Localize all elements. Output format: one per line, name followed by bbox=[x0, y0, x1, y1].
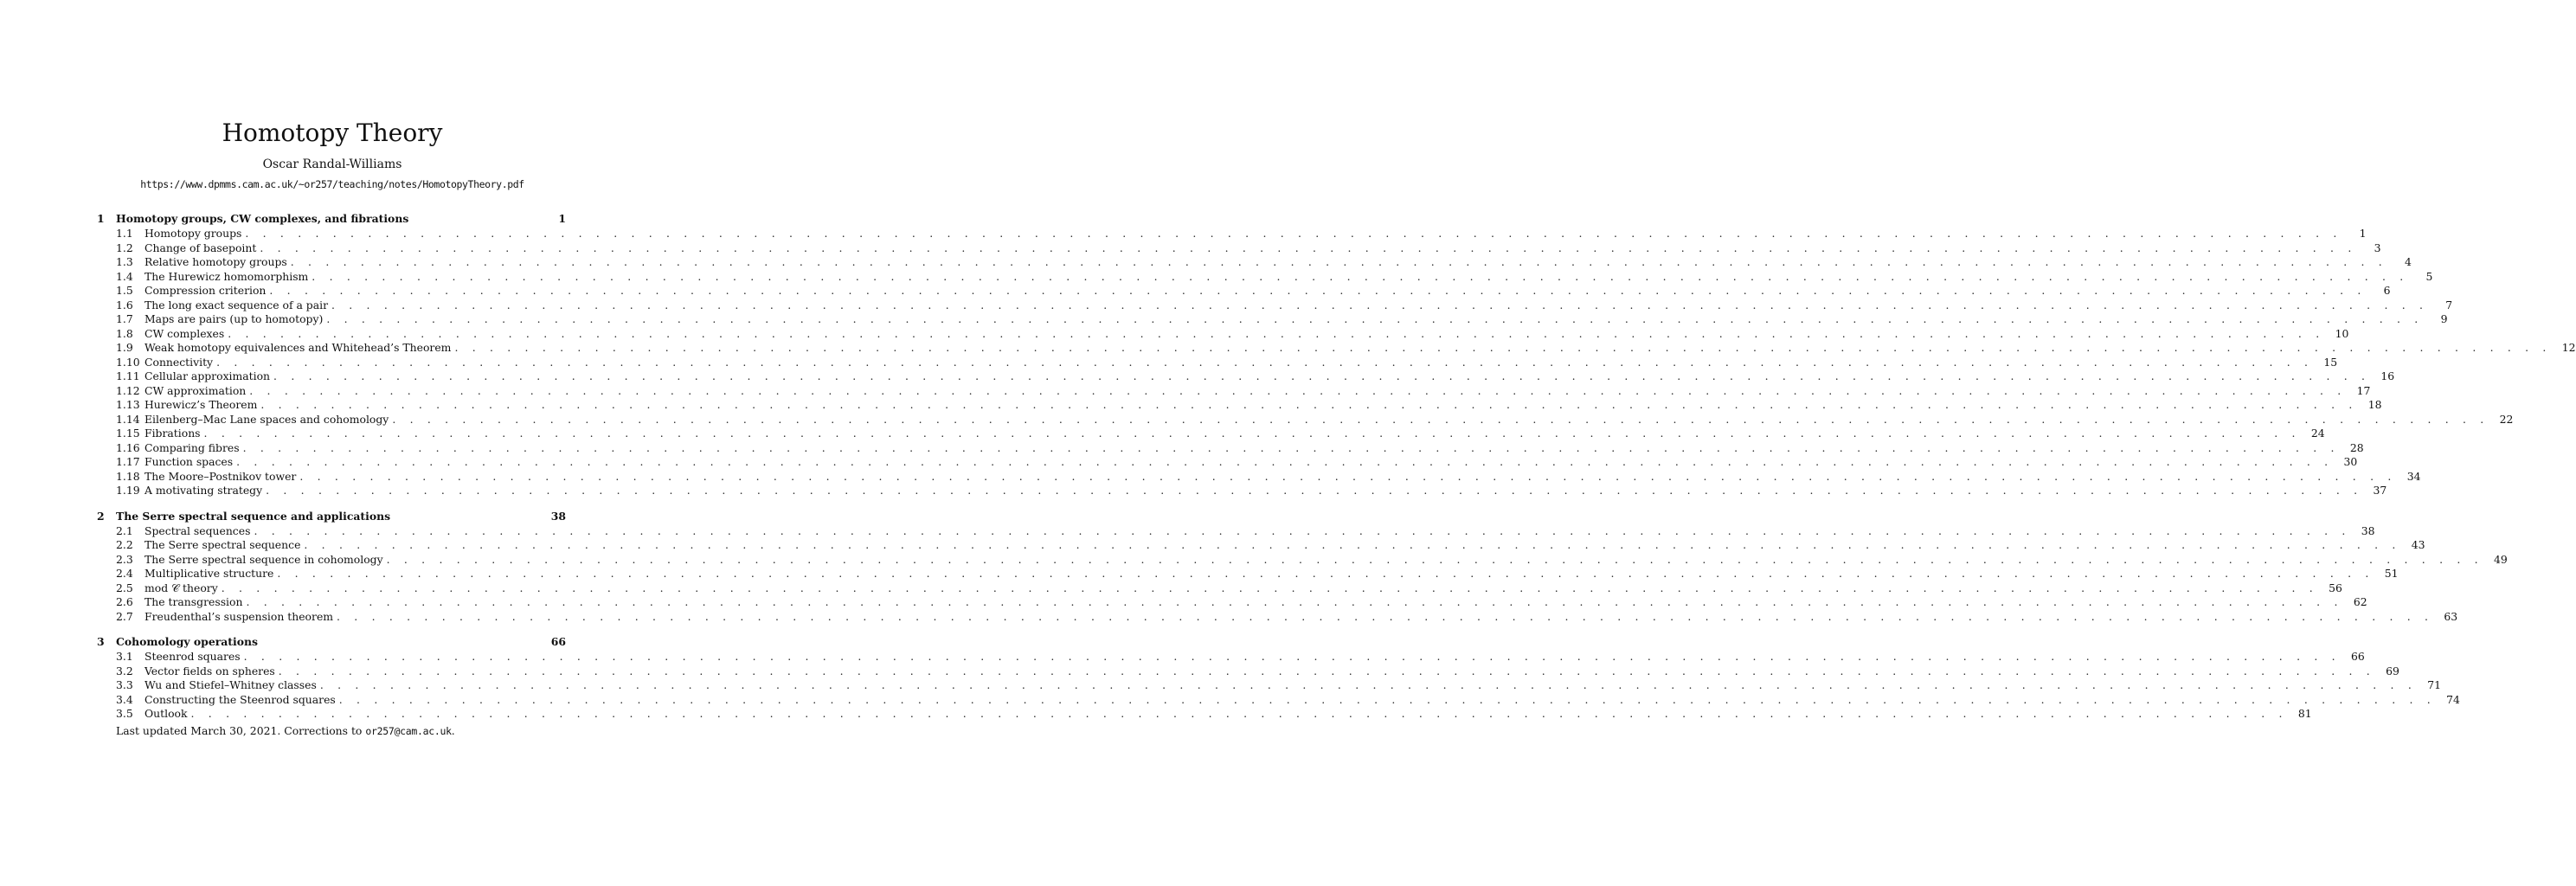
dot-leader: . . . . . . . . . . . . . . . . . . . . . . . . . . . . . . . . . . . . . . . . . . . . . . . . . . . . . . . . . . . . . . . . . . . . . . . . . . . . . . . . . . . . . . . . . . . . . . . . . . . . . . . . . . . . . . . . . . . . . . . . bbox=[243, 650, 2341, 663]
toc-entry[interactable] bbox=[116, 595, 2367, 610]
toc-entry-title: Weak homotopy equivalences and Whitehead’s Theorem bbox=[145, 341, 452, 354]
dot-leader: . . . . . . . . . . . . . . . . . . . . . . . . . . . . . . . . . . . . . . . . . . . . . . . . . . . . . . . . . . . . . . . . . . . . . . . . . . . . . . . . . . . . . . . . . . . . . . . . . . . . . . . . . . . . . . . . . . . . . . . . bbox=[260, 398, 2358, 411]
dot-leader: . . . . . . . . . . . . . . . . . . . . . . . . . . . . . . . . . . . . . . . . . . . . . . . . . . . . . . . . . . . . . . . . . . . . . . . . . . . . . . . . . . . . . . . . . . . . . . . . . . . . . . . . . . . . . . . . . . . . . . . . bbox=[269, 284, 2367, 297]
toc-entry-page: 24 bbox=[2310, 427, 2325, 440]
toc-entry-title: CW complexes bbox=[145, 326, 225, 340]
toc-section-page: 1 bbox=[558, 212, 566, 225]
dot-leader: . . . . . . . . . . . . . . . . . . . . . . . . . . . . . . . . . . . . . . . . . . . . . . . . . . . . . . . . . . . . . . . . . . . . . . . . . . . . . . . . . . . . . . . . . . . . . . . . . . . . . . . . . . . . . . . . . . . . . . . . bbox=[392, 412, 2489, 426]
toc-entry-number: 2.3 bbox=[116, 552, 133, 566]
toc-section-title: The Serre spectral sequence and applications bbox=[116, 509, 391, 523]
toc-entry-number: 3.4 bbox=[116, 692, 133, 706]
toc-entry-title: Constructing the Steenrod squares bbox=[145, 692, 336, 706]
toc-entry[interactable] bbox=[116, 650, 2365, 664]
toc-section-heading[interactable] bbox=[97, 211, 566, 227]
toc-entry-title: Hurewicz’s Theorem bbox=[145, 398, 258, 411]
toc-entry[interactable] bbox=[116, 678, 2441, 693]
dot-leader: . . . . . . . . . . . . . . . . . . . . . . . . . . . . . . . . . . . . . . . . . . . . . . . . . . . . . . . . . . . . . . . . . . . . . . . . . . . . . . . . . . . . . . . . . . . . . . . . . . . . . . . . . . . . . . . . . . . . . . . . bbox=[203, 427, 2301, 440]
toc-entry[interactable] bbox=[116, 552, 2508, 568]
toc-entry-number: 1.1 bbox=[116, 227, 133, 240]
dot-leader: . . . . . . . . . . . . . . . . . . . . . . . . . . . . . . . . . . . . . . . . . . . . . . . . . . . . . . . . . . . . . . . . . . . . . . . . . . . . . . . . . . . . . . . . . . . . . . . . . . . . . . . . . . . . . . . . . . . . . . . . bbox=[312, 269, 2409, 283]
dot-leader: . . . . . . . . . . . . . . . . . . . . . . . . . . . . . . . . . . . . . . . . . . . . . . . . . . . . . . . . . . . . . . . . . . . . . . . . . . . . . . . . . . . . . . . . . . . . . . . . . . . . . . . . . . . . . . . . . . . . . . . . bbox=[221, 581, 2318, 594]
dot-leader: . . . . . . . . . . . . . . . . . . . . . . . . . . . . . . . . . . . . . . . . . . . . . . . . . . . . . . . . . . . . . . . . . . . . . . . . . . . . . . . . . . . . . . . . . . . . . . . . . . . . . . . . . . . . . . . . . . . . . . . . bbox=[290, 255, 2387, 268]
toc-entry-number: 1.12 bbox=[116, 383, 140, 397]
toc-entry[interactable] bbox=[116, 707, 2312, 722]
toc-entry-title: Maps are pairs (up to homotopy) bbox=[145, 312, 324, 325]
toc-section-number: 3 bbox=[97, 635, 105, 648]
dot-leader: . . . . . . . . . . . . . . . . . . . . . . . . . . . . . . . . . . . . . . . . . . . . . . . . . . . . . . . . . . . . . . . . . . . . . . . . . . . . . . . . . . . . . . . . . . . . . . . . . . . . . . . . . . . . . . . . . . . . . . . . bbox=[338, 692, 2436, 706]
dot-leader: . . . . . . . . . . . . . . . . . . . . . . . . . . . . . . . . . . . . . . . . . . . . . . . . . . . . . . . . . . . . . . . . . . . . . . . . . . . . . . . . . . . . . . . . . . . . . . . . . . . . . . . . . . . . . . . . . . . . . . . . bbox=[260, 241, 2357, 254]
dot-leader: . . . . . . . . . . . . . . . . . . . . . . . . . . . . . . . . . . . . . . . . . . . . . . . . . . . . . . . . . . . . . . . . . . . . . . . . . . . . . . . . . . . . . . . . . . . . . . . . . . . . . . . . . . . . . . . . . . . . . . . . bbox=[249, 383, 2347, 397]
toc-entry[interactable] bbox=[116, 538, 2425, 553]
toc-entry-page: 43 bbox=[2411, 538, 2425, 551]
dot-leader: . . . . . . . . . . . . . . . . . . . . . . . . . . . . . . . . . . . . . . . . . . . . . . . . . . . . . . . . . . . . . . . . . . . . . . . . . . . . . . . . . . . . . . . . . . . . . . . . . . . . . . . . . . . . . . . . . . . . . . . . bbox=[326, 312, 2424, 325]
dot-leader: . . . . . . . . . . . . . . . . . . . . . . . . . . . . . . . . . . . . . . . . . . . . . . . . . . . . . . . . . . . . . . . . . . . . . . . . . . . . . . . . . . . . . . . . . . . . . . . . . . . . . . . . . . . . . . . . . . . . . . . . bbox=[337, 609, 2434, 623]
toc-section-number: 1 bbox=[97, 212, 105, 225]
toc-entry[interactable] bbox=[116, 692, 2460, 708]
toc-entry-title: Spectral sequences bbox=[145, 523, 251, 537]
dot-leader: . . . . . . . . . . . . . . . . . . . . . . . . . . . . . . . . . . . . . . . . . . . . . . . . . . . . . . . . . . . . . . . . . . . . . . . . . . . . . . . . . . . . . . . . . . . . . . . . . . . . . . . . . . . . . . . . . . . . . . . . bbox=[228, 326, 2325, 340]
toc-entry-title: Comparing fibres bbox=[145, 440, 240, 454]
footer-email[interactable]: or257@cam.ac.uk bbox=[365, 725, 452, 737]
toc-entry-number: 1.14 bbox=[116, 412, 140, 426]
toc-entry-number: 1.4 bbox=[116, 269, 133, 283]
toc-entry-page: 30 bbox=[2343, 455, 2358, 468]
dot-leader: . . . . . . . . . . . . . . . . . . . . . . . . . . . . . . . . . . . . . . . . . . . . . . . . . . . . . . . . . . . . . . . . . . . . . . . . . . . . . . . . . . . . . . . . . . . . . . . . . . . . . . . . . . . . . . . . . . . . . . . . bbox=[246, 595, 2343, 608]
toc-entry[interactable] bbox=[116, 341, 2576, 356]
toc-entry[interactable] bbox=[116, 312, 2448, 327]
toc-entry-page: 16 bbox=[2380, 369, 2395, 382]
toc-entry-title: Compression criterion bbox=[145, 284, 267, 297]
dot-leader: . . . . . . . . . . . . . . . . . . . . . . . . . . . . . . . . . . . . . . . . . . . . . . . . . . . . . . . . . . . . . . . . . . . . . . . . . . . . . . . . . . . . . . . . . . . . . . . . . . . . . . . . . . . . . . . . . . . . . . . . bbox=[254, 523, 2351, 537]
toc-entry-page: 56 bbox=[2329, 581, 2342, 594]
toc-entry[interactable] bbox=[116, 241, 2381, 256]
dot-leader: . . . . . . . . . . . . . . . . . . . . . . . . . . . . . . . . . . . . . . . . . . . . . . . . . . . . . . . . . . . . . . . . . . . . . . . . . . . . . . . . . . . . . . . . . . . . . . . . . . . . . . . . . . . . . . . . . . . . . . . . bbox=[242, 440, 2340, 454]
toc-entry-number: 1.3 bbox=[116, 255, 133, 268]
toc-entry-page: 74 bbox=[2446, 692, 2460, 706]
toc-entry-title: Outlook bbox=[145, 707, 188, 720]
toc-entry-page: 15 bbox=[2323, 355, 2338, 369]
toc-entry-number: 2.2 bbox=[116, 538, 133, 551]
toc-entry-title: Homotopy groups bbox=[145, 227, 242, 240]
footer-text: Last updated March 30, 2021. Corrections to bbox=[116, 724, 366, 737]
toc-entry-number: 1.10 bbox=[116, 355, 140, 369]
dot-leader: . . . . . . . . . . . . . . . . . . . . . . . . . . . . . . . . . . . . . . . . . . . . . . . . . . . . . . . . . . . . . . . . . . . . . . . . . . . . . . . . . . . . . . . . . . . . . . . . . . . . . . . . . . . . . . . . . . . . . . . . bbox=[216, 355, 2314, 369]
toc-section-page: 38 bbox=[550, 509, 566, 523]
toc-entry-page: 22 bbox=[2499, 412, 2514, 426]
toc-entry[interactable] bbox=[116, 427, 2325, 441]
toc-entry-number: 1.5 bbox=[116, 284, 133, 297]
toc-entry-title: Connectivity bbox=[145, 355, 214, 369]
toc-section bbox=[97, 211, 2576, 498]
footer-note bbox=[116, 723, 455, 739]
toc-entry[interactable] bbox=[116, 355, 2338, 370]
toc-entry[interactable] bbox=[116, 469, 2421, 485]
toc-entry-number: 1.17 bbox=[116, 455, 140, 468]
toc-entry-title: Eilenberg–Mac Lane spaces and cohomology bbox=[145, 412, 389, 426]
toc-entry-title: Wu and Stiefel–Whitney classes bbox=[145, 678, 317, 691]
toc-entry[interactable] bbox=[116, 326, 2349, 342]
toc-entry[interactable] bbox=[116, 664, 2399, 679]
toc-entry-page: 17 bbox=[2356, 383, 2371, 397]
toc-entry-number: 1.2 bbox=[116, 241, 133, 254]
toc-entry[interactable] bbox=[116, 455, 2358, 470]
footer-text-end: . bbox=[451, 724, 455, 737]
dot-leader: . . . . . . . . . . . . . . . . . . . . . . . . . . . . . . . . . . . . . . . . . . . . . . . . . . . . . . . . . . . . . . . . . . . . . . . . . . . . . . . . . . . . . . . . . . . . . . . . . . . . . . . . . . . . . . . . . . . . . . . . bbox=[236, 455, 2334, 468]
toc-entry-page: 69 bbox=[2386, 664, 2399, 677]
toc-entry-page: 66 bbox=[2351, 650, 2365, 663]
toc-entry-title: Fibrations bbox=[145, 427, 201, 440]
toc-entry[interactable] bbox=[116, 255, 2412, 270]
document-title: Homotopy Theory bbox=[222, 119, 443, 147]
toc-entry-number: 3.2 bbox=[116, 664, 133, 677]
dot-leader: . . . . . . . . . . . . . . . . . . . . . . . . . . . . . . . . . . . . . . . . . . . . . . . . . . . . . . . . . . . . . . . . . . . . . . . . . . . . . . . . . . . . . . . . . . . . . . . . . . . . . . . . . . . . . . . . . . . . . . . . bbox=[277, 567, 2374, 580]
toc-section-page: 66 bbox=[550, 635, 566, 648]
dot-leader: . . . . . . . . . . . . . . . . . . . . . . . . . . . . . . . . . . . . . . . . . . . . . . . . . . . . . . . . . . . . . . . . . . . . . . . . . . . . . . . . . . . . . . . . . . . . . . . . . . . . . . . . . . . . . . . . . . . . . . . . bbox=[299, 469, 2397, 483]
toc-entry-number: 1.9 bbox=[116, 341, 133, 354]
toc-entry-title: Relative homotopy groups bbox=[145, 255, 287, 268]
toc-entry[interactable] bbox=[116, 567, 2399, 581]
toc-entry-number: 2.7 bbox=[116, 609, 133, 623]
dot-leader: . . . . . . . . . . . . . . . . . . . . . . . . . . . . . . . . . . . . . . . . . . . . . . . . . . . . . . . . . . . . . . . . . . . . . . . . . . . . . . . . . . . . . . . . . . . . . . . . . . . . . . . . . . . . . . . . . . . . . . . . bbox=[190, 707, 2288, 720]
toc-entry-title: The Serre spectral sequence in cohomology bbox=[145, 552, 383, 566]
toc-entry-page: 38 bbox=[2361, 523, 2375, 537]
toc-entry[interactable] bbox=[116, 581, 2342, 596]
toc-entry[interactable] bbox=[116, 398, 2382, 413]
toc-entry-page: 34 bbox=[2406, 469, 2421, 483]
toc-entry-title: The Serre spectral sequence bbox=[145, 538, 301, 551]
toc-entry-number: 1.7 bbox=[116, 312, 133, 325]
toc-entry[interactable] bbox=[116, 269, 2433, 285]
toc-entry-number: 3.1 bbox=[116, 650, 133, 663]
toc-entry-title: Multiplicative structure bbox=[145, 567, 274, 580]
dot-leader: . . . . . . . . . . . . . . . . . . . . . . . . . . . . . . . . . . . . . . . . . . . . . . . . . . . . . . . . . . . . . . . . . . . . . . . . . . . . . . . . . . . . . . . . . . . . . . . . . . . . . . . . . . . . . . . . . . . . . . . . bbox=[245, 227, 2342, 240]
toc-entry-number: 3.3 bbox=[116, 678, 133, 691]
toc-entry-title: mod 𝒞 theory bbox=[145, 581, 218, 594]
toc-entry-number: 1.15 bbox=[116, 427, 140, 440]
toc-section-heading[interactable] bbox=[97, 509, 566, 524]
toc-entry-title: Change of basepoint bbox=[145, 241, 257, 254]
toc-section-title: Cohomology operations bbox=[116, 635, 258, 648]
document-author: Oscar Randal-Williams bbox=[262, 157, 402, 171]
toc-entry-page: 51 bbox=[2384, 567, 2399, 580]
toc-entry-page: 81 bbox=[2297, 707, 2312, 720]
toc-entry[interactable] bbox=[116, 523, 2375, 539]
toc-entry-page: 63 bbox=[2444, 609, 2458, 623]
toc-entry-title: The Moore–Postnikov tower bbox=[145, 469, 297, 483]
toc-entry-title: The long exact sequence of a pair bbox=[145, 298, 328, 311]
toc-entry-page: 7 bbox=[2445, 298, 2453, 311]
toc-entry-number: 2.4 bbox=[116, 567, 133, 580]
toc-entry-page: 6 bbox=[2383, 284, 2391, 297]
toc-entry-page: 18 bbox=[2367, 398, 2382, 411]
toc-entry-title: CW approximation bbox=[145, 383, 247, 397]
toc-entry-page: 3 bbox=[2374, 241, 2381, 254]
dot-leader: . . . . . . . . . . . . . . . . . . . . . . . . . . . . . . . . . . . . . . . . . . . . . . . . . . . . . . . . . . . . . . . . . . . . . . . . . . . . . . . . . . . . . . . . . . . . . . . . . . . . . . . . . . . . . . . . . . . . . . . . bbox=[454, 341, 2552, 354]
toc-section bbox=[97, 509, 2508, 625]
toc-entry-page: 37 bbox=[2373, 484, 2387, 497]
toc-entry-page: 62 bbox=[2353, 595, 2367, 608]
document-url[interactable]: https://www.dpmms.cam.ac.uk/~or257/teaching/notes/HomotopyTheory.pdf bbox=[140, 178, 524, 190]
toc-entry-number: 1.18 bbox=[116, 469, 140, 483]
toc-entry-title: A motivating strategy bbox=[145, 484, 263, 497]
toc-section-title: Homotopy groups, CW complexes, and fibrations bbox=[116, 212, 409, 225]
toc-entry-page: 10 bbox=[2335, 326, 2349, 340]
toc-entry[interactable] bbox=[116, 484, 2387, 498]
dot-leader: . . . . . . . . . . . . . . . . . . . . . . . . . . . . . . . . . . . . . . . . . . . . . . . . . . . . . . . . . . . . . . . . . . . . . . . . . . . . . . . . . . . . . . . . . . . . . . . . . . . . . . . . . . . . . . . . . . . . . . . . bbox=[386, 552, 2483, 566]
toc-entry-number: 2.5 bbox=[116, 581, 133, 594]
dot-leader: . . . . . . . . . . . . . . . . . . . . . . . . . . . . . . . . . . . . . . . . . . . . . . . . . . . . . . . . . . . . . . . . . . . . . . . . . . . . . . . . . . . . . . . . . . . . . . . . . . . . . . . . . . . . . . . . . . . . . . . . bbox=[278, 664, 2375, 677]
toc-section-number: 2 bbox=[97, 509, 105, 523]
toc-entry[interactable] bbox=[116, 609, 2458, 625]
toc-entry-number: 1.16 bbox=[116, 440, 140, 454]
toc-section-heading[interactable] bbox=[97, 634, 566, 650]
toc-entry-page: 28 bbox=[2349, 440, 2364, 454]
table-of-contents bbox=[97, 211, 2576, 732]
toc-entry-page: 9 bbox=[2440, 312, 2448, 325]
dot-leader: . . . . . . . . . . . . . . . . . . . . . . . . . . . . . . . . . . . . . . . . . . . . . . . . . . . . . . . . . . . . . . . . . . . . . . . . . . . . . . . . . . . . . . . . . . . . . . . . . . . . . . . . . . . . . . . . . . . . . . . . bbox=[266, 484, 2363, 497]
toc-entry-title: Freudenthal’s suspension theorem bbox=[145, 609, 334, 623]
toc-entry[interactable] bbox=[116, 383, 2371, 399]
toc-entry-number: 2.6 bbox=[116, 595, 133, 608]
toc-entry-title: The transgression bbox=[145, 595, 243, 608]
toc-entry-page: 4 bbox=[2405, 255, 2412, 268]
dot-leader: . . . . . . . . . . . . . . . . . . . . . . . . . . . . . . . . . . . . . . . . . . . . . . . . . . . . . . . . . . . . . . . . . . . . . . . . . . . . . . . . . . . . . . . . . . . . . . . . . . . . . . . . . . . . . . . . . . . . . . . . bbox=[331, 298, 2429, 311]
toc-entry-number: 2.1 bbox=[116, 523, 133, 537]
dot-leader: . . . . . . . . . . . . . . . . . . . . . . . . . . . . . . . . . . . . . . . . . . . . . . . . . . . . . . . . . . . . . . . . . . . . . . . . . . . . . . . . . . . . . . . . . . . . . . . . . . . . . . . . . . . . . . . . . . . . . . . . bbox=[304, 538, 2401, 551]
toc-entry-number: 1.6 bbox=[116, 298, 133, 311]
toc-entry-title: Vector fields on spheres bbox=[145, 664, 275, 677]
dot-leader: . . . . . . . . . . . . . . . . . . . . . . . . . . . . . . . . . . . . . . . . . . . . . . . . . . . . . . . . . . . . . . . . . . . . . . . . . . . . . . . . . . . . . . . . . . . . . . . . . . . . . . . . . . . . . . . . . . . . . . . . bbox=[273, 369, 2371, 382]
toc-entry-page: 49 bbox=[2493, 552, 2508, 566]
toc-entry-title: Steenrod squares bbox=[145, 650, 241, 663]
toc-entry-title: The Hurewicz homomorphism bbox=[145, 269, 309, 283]
toc-entry-number: 3.5 bbox=[116, 707, 133, 720]
toc-entry-page: 1 bbox=[2359, 227, 2367, 240]
dot-leader: . . . . . . . . . . . . . . . . . . . . . . . . . . . . . . . . . . . . . . . . . . . . . . . . . . . . . . . . . . . . . . . . . . . . . . . . . . . . . . . . . . . . . . . . . . . . . . . . . . . . . . . . . . . . . . . . . . . . . . . . bbox=[319, 678, 2417, 691]
toc-entry-number: 1.8 bbox=[116, 326, 133, 340]
toc-entry-page: 5 bbox=[2425, 269, 2433, 283]
toc-entry[interactable] bbox=[116, 298, 2453, 313]
toc-entry-title: Function spaces bbox=[145, 455, 234, 468]
toc-entry[interactable] bbox=[116, 227, 2367, 241]
toc-entry[interactable] bbox=[116, 369, 2395, 384]
toc-entry[interactable] bbox=[116, 440, 2364, 456]
toc-entry-number: 1.13 bbox=[116, 398, 140, 411]
toc-entry-page: 12 bbox=[2561, 341, 2576, 354]
toc-entry-page: 71 bbox=[2427, 678, 2441, 691]
toc-entry-number: 1.11 bbox=[116, 369, 140, 382]
toc-entry-title: Cellular approximation bbox=[145, 369, 271, 382]
toc-section bbox=[97, 634, 2460, 722]
toc-entry-number: 1.19 bbox=[116, 484, 140, 497]
toc-entry[interactable] bbox=[116, 284, 2391, 299]
toc-entry[interactable] bbox=[116, 412, 2514, 427]
